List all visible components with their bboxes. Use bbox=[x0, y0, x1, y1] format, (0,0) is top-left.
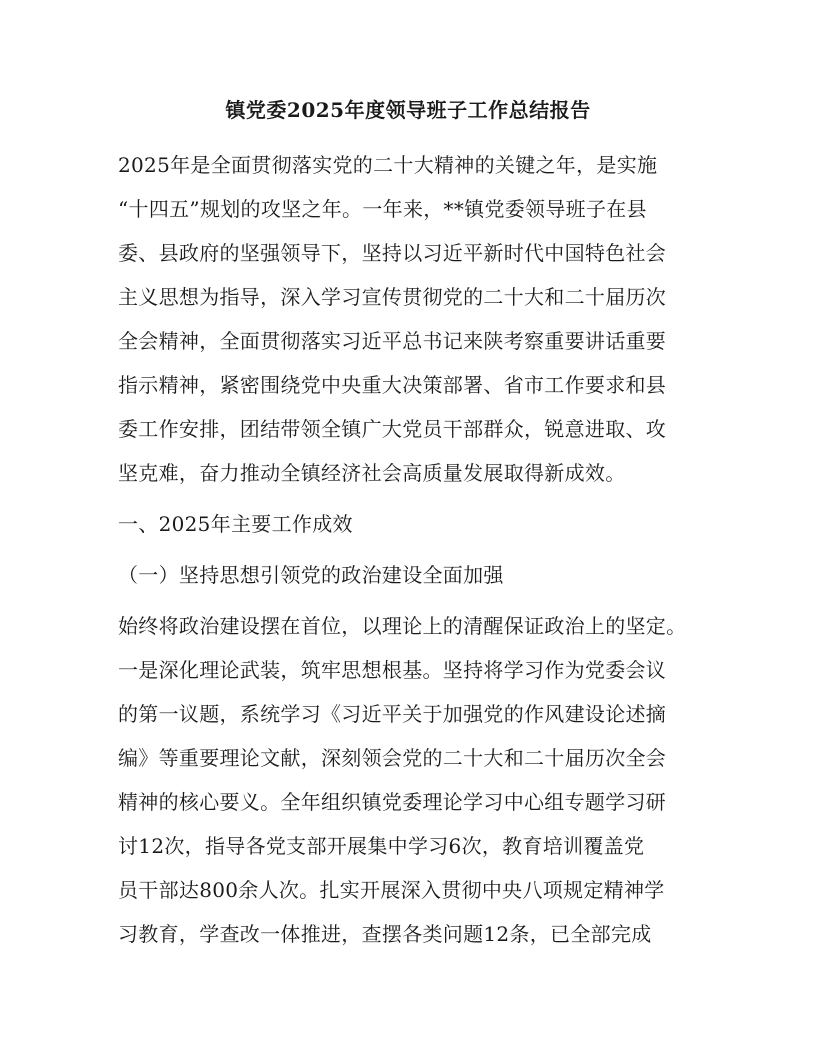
paragraph-line: 一是深化理论武装，筑牢思想根基。坚持将学习作为党委会议 bbox=[118, 658, 667, 682]
paragraph-line: 委工作安排，团结带领全镇广大党员干部群众，锐意进取、攻 bbox=[118, 417, 667, 441]
paragraph-line: 全会精神，全面贯彻落实习近平总书记来陕考察重要讲话重要 bbox=[118, 329, 667, 353]
paragraph-line: “十四五”规划的攻坚之年。一年来，**镇党委领导班子在县 bbox=[118, 197, 647, 221]
paragraph-line: 坚克难，奋力推动全镇经济社会高质量发展取得新成效。 bbox=[118, 461, 626, 485]
paragraph-line: 讨12次，指导各党支部开展集中学习6次，教育培训覆盖党 bbox=[118, 834, 645, 858]
paragraph-line: 始终将政治建设摆在首位，以理论上的清醒保证政治上的坚定。 bbox=[118, 614, 687, 638]
subsection-heading: （一）坚持思想引领党的政治建设全面加强 bbox=[118, 563, 504, 587]
section-heading: 一、2025年主要工作成效 bbox=[118, 512, 353, 536]
document-title: 镇党委2025年度领导班子工作总结报告 bbox=[225, 98, 591, 122]
paragraph-line: 的第一议题，系统学习《习近平关于加强党的作风建设论述摘 bbox=[118, 702, 667, 726]
paragraph-line: 精神的核心要义。全年组织镇党委理论学习中心组专题学习研 bbox=[118, 790, 667, 814]
paragraph-line: 习教育，学查改一体推进，查摆各类问题12条，已全部完成 bbox=[118, 922, 652, 946]
paragraph-line: 主义思想为指导，深入学习宣传贯彻党的二十大和二十届历次 bbox=[118, 285, 667, 309]
paragraph-line: 编》等重要理论文献，深刻领会党的二十大和二十届历次全会 bbox=[118, 746, 667, 770]
paragraph-line: 指示精神，紧密围绕党中央重大决策部署、省市工作要求和县 bbox=[118, 373, 667, 397]
paragraph-line: 2025年是全面贯彻落实党的二十大精神的关键之年，是实施 bbox=[118, 153, 658, 177]
paragraph-line: 委、县政府的坚强领导下，坚持以习近平新时代中国特色社会 bbox=[118, 241, 667, 265]
paragraph-line: 员干部达800余人次。扎实开展深入贯彻中央八项规定精神学 bbox=[118, 878, 665, 902]
